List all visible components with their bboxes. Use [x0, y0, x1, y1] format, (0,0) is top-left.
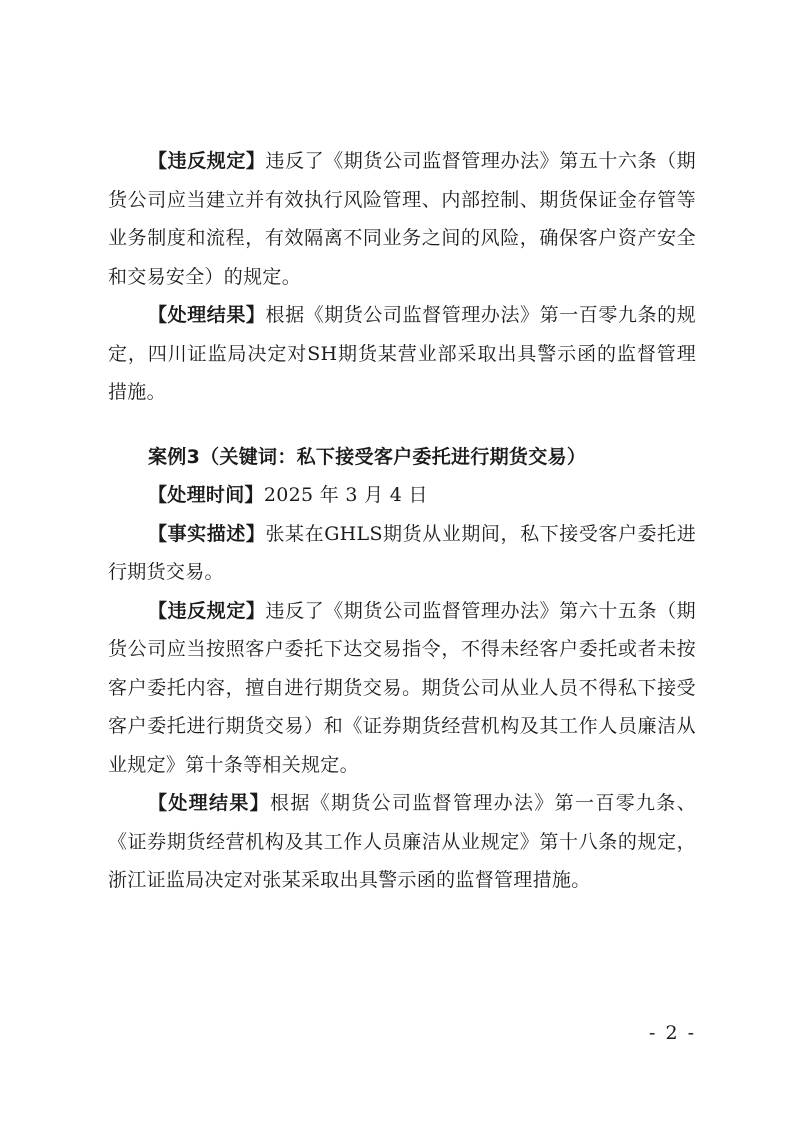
violation-label: 【违反规定】 — [148, 599, 266, 622]
result-label: 【处理结果】 — [148, 304, 266, 326]
violation-paragraph-1 — [108, 142, 696, 296]
page-number: - 2 - — [648, 1022, 696, 1044]
facts-paragraph — [108, 515, 696, 592]
result-paragraph-2 — [108, 784, 696, 900]
violation-paragraph-2 — [108, 592, 696, 785]
case-3-title: 案例3（关键词：私下接受客户委托进行期货交易） — [148, 445, 587, 468]
violation-text: 违反了《期货公司监督管理办法》第六十五条（期货公司应当按照客户委托下达交易指令，不得未经客户委托或者未按客户委托内容，擅自进行期货交易。期货公司从业人员不得私下接受客户委托进行期货交易）和《证券期货经营机构及其工作人员廉洁从业规定》第十条等相关规定。 — [108, 599, 696, 776]
time-label: 【处理时间】 — [148, 484, 264, 506]
time-text: 2025 年 3 月 4 日 — [263, 484, 428, 506]
violation-text: 违反了《期货公司监督管理办法》第五十六条（期货公司应当建立并有效执行风险管理、内部控制、期货保证金存管等业务制度和流程，有效隔离不同业务之间的风险，确保客户资产安全和交易安全）的规定。 — [108, 150, 696, 288]
facts-text: 张某在GHLS期货从业期间，私下接受客户委托进行期货交易。 — [108, 522, 696, 583]
violation-label: 【违反规定】 — [148, 150, 266, 172]
result-label: 【处理结果】 — [148, 792, 271, 814]
result-text: 根据《期货公司监督管理办法》第一百零九条、《证券期货经营机构及其工作人员廉洁从业规定》第十八条的规定，浙江证监局决定对张某采取出具警示函的监督管理措施。 — [108, 792, 696, 891]
time-paragraph — [108, 476, 696, 515]
section-gap — [108, 412, 696, 438]
result-text: 根据《期货公司监督管理办法》第一百零九条的规定，四川证监局决定对SH期货某营业部采取出具警示函的监督管理措施。 — [108, 304, 696, 403]
document-body — [108, 142, 696, 900]
result-paragraph-1 — [108, 296, 696, 412]
facts-label: 【事实描述】 — [148, 522, 266, 545]
